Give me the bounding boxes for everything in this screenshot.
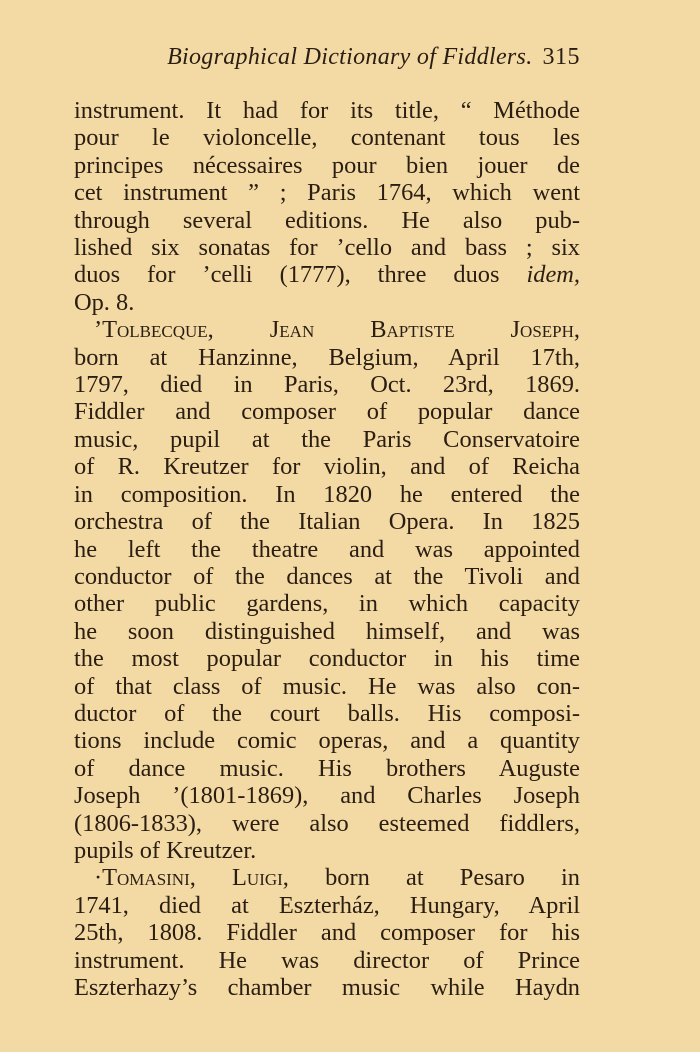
text-line: born at Hanzinne, Belgium, April 17th, (74, 343, 580, 371)
text-line: conductor of the dances at the Tivoli and (74, 562, 580, 590)
text-line: lished six sonatas for ’cello and bass ; six (74, 234, 580, 262)
running-head (74, 44, 580, 71)
text-line: through several editions. He also pub- (74, 206, 580, 234)
text-line: Op. 8. (74, 288, 135, 316)
text-line: of that class of music. He was also con- (74, 672, 580, 700)
text-line: orchestra of the Italian Opera. In 1825 (74, 508, 580, 536)
running-title: Biographical Dictionary of Fiddlers. (167, 44, 533, 70)
entry-name: ·Tomasini, Luigi, (94, 864, 289, 892)
text-line: 25th, 1808. Fiddler and composer for his (74, 919, 580, 947)
text-line: Joseph ’(1801-1869), and Charles Joseph (74, 782, 580, 810)
text-line: Fiddler and composer of popular dance (74, 398, 580, 426)
text-line: the most popular conductor in his time (74, 645, 580, 673)
text-run: duos for ’celli (1777), three duos (74, 261, 500, 289)
text-line (74, 261, 580, 288)
text-line: tions include comic operas, and a quantity (74, 727, 580, 755)
text-line: music, pupil at the Paris Conservatoire (74, 425, 580, 453)
text-line: instrument. It had for its title, “ Méthode (74, 97, 580, 124)
text-line: he soon distinguished himself, and was (74, 617, 580, 645)
text-line: (1806-1833), were also esteemed fiddlers, (74, 809, 580, 837)
text-line: 1741, died at Eszterház, Hungary, April (74, 891, 580, 919)
text-line: of dance music. His brothers Auguste (74, 754, 580, 782)
text-line: 1797, died in Paris, Oct. 23rd, 1869. (74, 371, 580, 399)
entry-heading-tolbecque: ’Tolbecque, Jean Baptiste Joseph, (94, 316, 580, 344)
text-line: pour le violoncelle, contenant tous les (74, 124, 580, 152)
entry-heading-tomasini (74, 864, 580, 891)
text-line: principes nécessaires pour bien jouer de (74, 151, 580, 179)
text-line: instrument. He was director of Prince (74, 946, 580, 974)
text-line: pupils of Kreutzer. (74, 836, 257, 864)
text-line: ductor of the court balls. His composi- (74, 699, 580, 727)
italic-word: idem, (526, 261, 580, 289)
text-line: Eszterhazy’s chamber music while Haydn (74, 974, 580, 1001)
text-line: cet instrument ” ; Paris 1764, which went (74, 179, 580, 207)
page-number: 315 (542, 44, 580, 70)
text-line: of R. Kreutzer for violin, and of Reicha (74, 453, 580, 481)
text-line: other public gardens, in which capacity (74, 590, 580, 618)
text-line: he left the theatre and was appointed (74, 535, 580, 563)
text-line: in composition. In 1820 he entered the (74, 480, 580, 508)
page-body (74, 97, 580, 1001)
text-run: born at Pesaro in (325, 864, 580, 892)
